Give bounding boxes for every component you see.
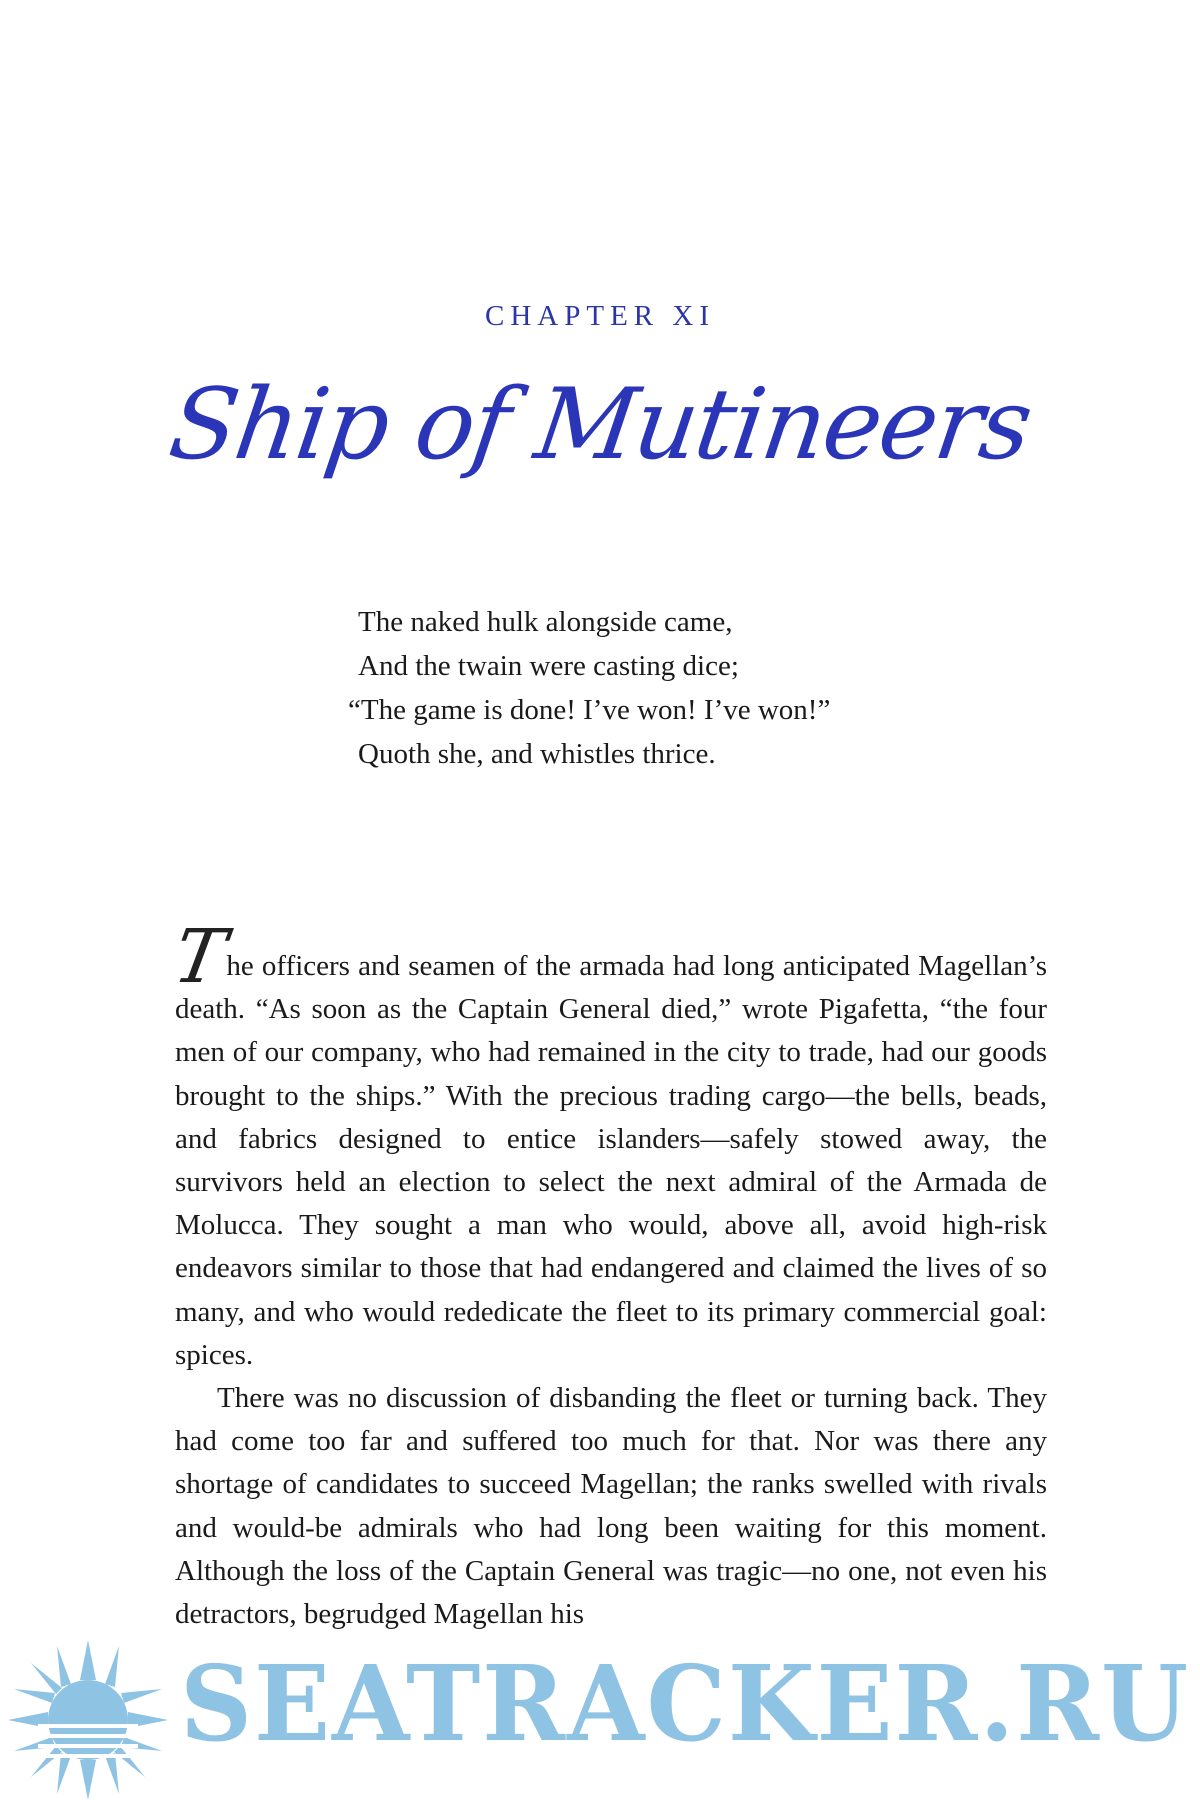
- epigraph-line: Quoth she, and whistles thrice.: [358, 738, 716, 770]
- epigraph-line: The naked hulk alongside came,: [358, 606, 733, 638]
- watermark-text: SEATRACKER.RU: [180, 1642, 1191, 1765]
- epigraph-line: And the twain were casting dice;: [358, 650, 739, 682]
- chapter-label: CHAPTER XI: [485, 300, 715, 332]
- epigraph-line: “The game is done! I’ve won! I’ve won!”: [348, 694, 831, 726]
- epigraph: [348, 600, 918, 776]
- paragraph-1: [167, 914, 1047, 1377]
- drop-cap: T: [167, 914, 232, 1000]
- chapter-title: Ship of Mutineers: [162, 368, 1038, 482]
- body-text: [167, 914, 1047, 1636]
- paragraph-1-text: he officers and seamen of the armada had long anticipated Magellan’s death. “As soon as the Captain General died,” wrote Pigafetta, “the four men of our company, who had remained in the city to trade, had our goods brought to the ships.” With the precious trading cargo—the bells, beads, and fabrics designed to entice islanders—safely stowed away, the survivors held an election to select the next admiral of the Armada de Molucca. They sought a man who would, above all, avoid high-risk endeavors similar to those that had endangered and claimed the lives of so many, and who would rededicate the fleet to its primary commercial goal: spices.: [175, 950, 1047, 1371]
- paragraph-2: There was no discussion of disbanding the fleet or turning back. They had come too far and suffered too much for that. Nor was there any shortage of candidates to succeed Magellan; the ranks swelled with rivals and would-be admirals who had long been waiting for this moment. Although the loss of the Captain General was tragic—no one, not even his detractors, begrudged Magellan his: [175, 1382, 1047, 1631]
- watermark: [0, 1620, 1200, 1800]
- sunrise-icon: [8, 1640, 168, 1800]
